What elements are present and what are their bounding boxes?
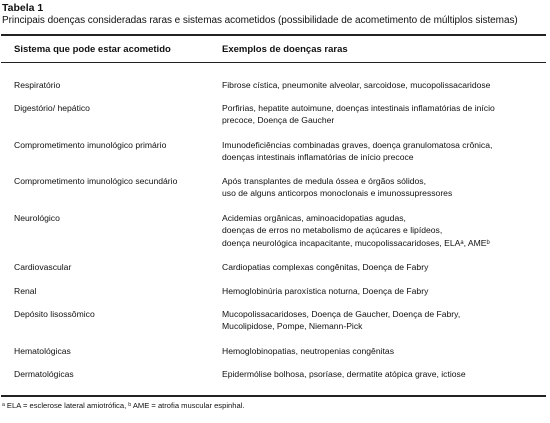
examples-line: Imunodeficiências combinadas graves, doença granulomatosa crônica,: [222, 140, 493, 150]
system-cell: Neurológico: [14, 213, 60, 223]
examples-line: Epidermólise bolhosa, psoríase, dermatite atópica grave, ictiose: [222, 369, 466, 379]
examples-cell: [222, 345, 394, 357]
examples-line: Hemoglobinopatias, neutropenias congênitas: [222, 346, 394, 356]
column-header-examples: Exemplos de doenças raras: [222, 44, 348, 55]
examples-cell: [222, 261, 428, 273]
system-cell: Renal: [14, 286, 37, 296]
examples-cell: [222, 308, 460, 333]
examples-cell: [222, 368, 466, 380]
system-cell: Comprometimento imunológico secundário: [14, 176, 178, 186]
examples-cell: [222, 139, 492, 164]
header-rule: [1, 62, 546, 63]
examples-line: Hemoglobinúria paroxística noturna, Doença de Fabry: [222, 286, 429, 296]
examples-line: doenças intestinais inflamatórias de início precoce: [222, 152, 414, 163]
table-caption: Principais doenças consideradas raras e sistemas acometidos (possibilidade de acometimento de múltiplos sistemas): [2, 15, 518, 26]
bottom-rule: [1, 395, 546, 397]
system-cell: Dermatológicas: [14, 369, 74, 379]
system-cell: Cardiovascular: [14, 262, 72, 272]
examples-line: precoce, Doença de Gaucher: [222, 115, 335, 126]
examples-line: Mucolipidose, Pompe, Niemann-Pick: [222, 321, 363, 332]
examples-cell: [222, 285, 428, 297]
examples-line: Porfirias, hepatite autoimune, doenças intestinais inflamatórias de início: [222, 103, 495, 113]
examples-cell: [222, 102, 495, 127]
examples-line: Mucopolissacaridoses, Doença de Gaucher, Doença de Fabry,: [222, 309, 461, 319]
column-header-system: Sistema que pode estar acometido: [14, 44, 171, 55]
table-footnote: ᵃ ELA = esclerose lateral amiotrófica, ᵇ AME = atrofia muscular espinhal.: [2, 401, 245, 410]
top-rule: [1, 34, 546, 36]
system-cell: Depósito lisossômico: [14, 309, 95, 319]
examples-line: Cardiopatias complexas congênitas, Doença de Fabry: [222, 262, 429, 272]
system-cell: Respiratório: [14, 80, 61, 90]
system-cell: Comprometimento imunológico primário: [14, 140, 167, 150]
examples-cell: [222, 212, 490, 249]
examples-line: Após transplantes de medula óssea e órgãos sólidos,: [222, 176, 426, 186]
examples-cell: [222, 175, 452, 200]
examples-line: doenças de erros no metabolismo de açúcares e lipídeos,: [222, 225, 443, 236]
examples-line: uso de alguns anticorpos monoclonais e imunossupressores: [222, 188, 453, 199]
system-cell: Digestório/ hepático: [14, 103, 90, 113]
examples-cell: [222, 79, 490, 91]
examples-line: Fibrose cística, pneumonite alveolar, sarcoidose, mucopolissacaridose: [222, 80, 491, 90]
table-title: Tabela 1: [2, 2, 44, 14]
system-cell: Hematológicas: [14, 346, 71, 356]
examples-line: Acidemias orgânicas, aminoacidopatias agudas,: [222, 213, 406, 223]
examples-line: doença neurológica incapacitante, mucopolissacaridoses, ELAᵃ, AMEᵇ: [222, 237, 490, 248]
